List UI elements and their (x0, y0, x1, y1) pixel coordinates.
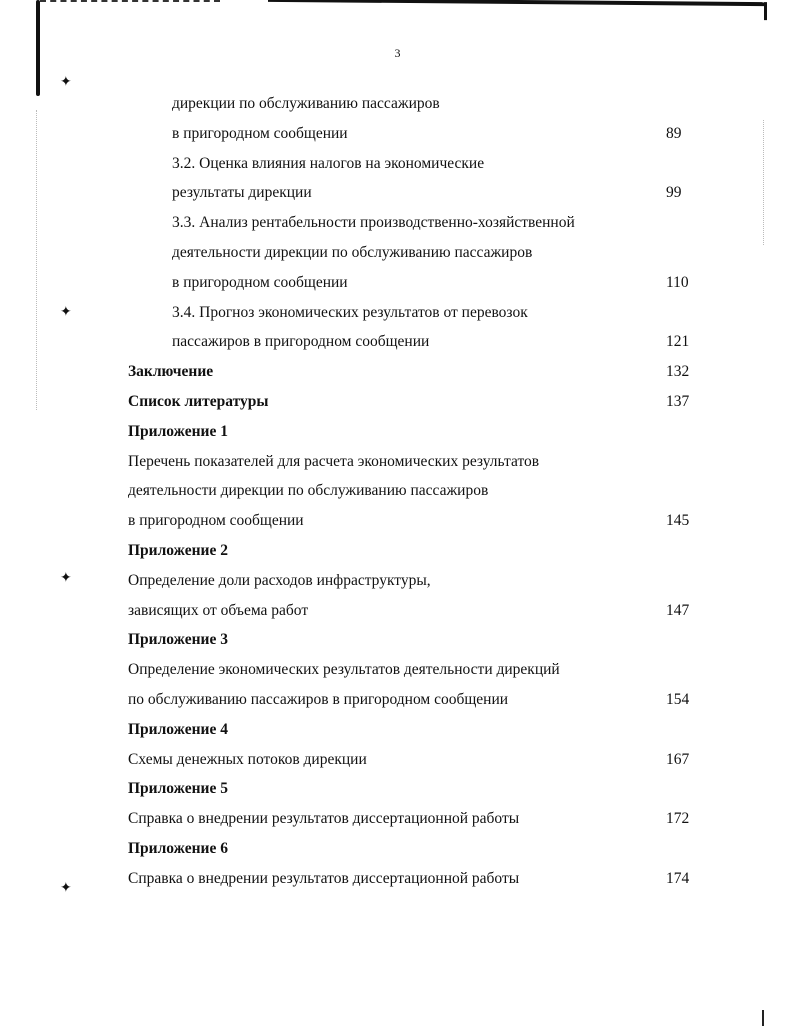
toc-entry (0, 506, 795, 536)
toc-entry-text: пассажиров в пригородном сообщении (172, 333, 430, 351)
toc-heading (0, 417, 795, 447)
toc-entry (0, 596, 795, 626)
toc-entry-text: Справка о внедрении результатов диссертационной работы (128, 810, 520, 828)
toc-entry-text: Схемы денежных потоков дирекции (128, 750, 367, 768)
toc-entry-text: 3.2. Оценка влияния налогов на экономические (172, 154, 485, 172)
toc-page-number: 110 (666, 273, 689, 291)
toc-entry-text: в пригородном сообщении (172, 273, 348, 291)
toc-entry (0, 268, 795, 298)
toc-page-number: 145 (666, 512, 690, 530)
toc-entry (0, 447, 795, 477)
toc-entry (0, 745, 795, 775)
binder-hole-icon: ✦ (60, 571, 72, 586)
toc-page-number: 89 (666, 124, 682, 142)
scan-right-mark (762, 1010, 764, 1026)
toc-entry (0, 804, 795, 834)
toc-entry-text: Перечень показателей для расчета экономических результатов (128, 452, 540, 470)
toc-entry-text: результаты дирекции (172, 184, 312, 202)
toc-entry (0, 178, 795, 208)
toc-entry-text: Приложение 1 (128, 422, 228, 440)
toc-heading (0, 387, 795, 417)
toc-page-number: 154 (666, 690, 690, 708)
toc-heading (0, 834, 795, 864)
toc-heading (0, 536, 795, 566)
toc-entry (0, 476, 795, 506)
toc-entry (0, 298, 795, 328)
toc-entry-text: Приложение 3 (128, 631, 228, 649)
toc-entry-text: в пригородном сообщении (128, 512, 304, 530)
toc-entry-text: деятельности дирекции по обслуживанию пассажиров (172, 243, 533, 261)
toc-entry-text: Справка о внедрении результатов диссертационной работы (128, 869, 520, 887)
toc-entry-text: Список литературы (128, 392, 269, 410)
page-number: 3 (394, 46, 401, 60)
toc-entry-text: 3.3. Анализ рентабельности производственно-хозяйственной (172, 214, 575, 232)
toc-entry-text: Приложение 4 (128, 720, 228, 738)
toc-entry-text: Определение экономических результатов деятельности дирекций (128, 661, 560, 679)
toc-page-number: 132 (666, 363, 690, 381)
toc-page-number: 174 (666, 869, 690, 887)
binder-hole-icon: ✦ (60, 881, 72, 896)
toc-page-number: 137 (666, 392, 690, 410)
toc-heading (0, 774, 795, 804)
toc-entry-text: по обслуживанию пассажиров в пригородном сообщении (128, 690, 509, 708)
toc-heading (0, 357, 795, 387)
toc-entry (0, 655, 795, 685)
toc-entry-text: Приложение 2 (128, 541, 228, 559)
toc-entry (0, 864, 795, 894)
toc-page-number: 121 (666, 333, 690, 351)
toc-entry (0, 566, 795, 596)
toc-entry (0, 149, 795, 179)
binder-hole-icon: ✦ (60, 75, 72, 90)
toc-entry-text: Определение доли расходов инфраструктуры, (128, 571, 431, 589)
toc-entry (0, 327, 795, 357)
toc-page-number: 99 (666, 184, 682, 202)
scan-top-border (268, 0, 767, 20)
toc-entry (0, 119, 795, 149)
toc-heading (0, 715, 795, 745)
table-of-contents (0, 89, 795, 894)
toc-entry-text: дирекции по обслуживанию пассажиров (172, 95, 440, 112)
toc-entry-text: деятельности дирекции по обслуживанию пассажиров (128, 482, 489, 500)
toc-entry-text: в пригородном сообщении (172, 124, 348, 142)
toc-entry-text: зависящих от объема работ (128, 601, 309, 619)
toc-entry (0, 238, 795, 268)
toc-page-number: 172 (666, 810, 690, 828)
toc-entry (0, 89, 795, 119)
toc-entry (0, 208, 795, 238)
toc-page-number: 167 (666, 750, 690, 768)
scan-edge-dash (40, 0, 220, 4)
toc-entry-text: Заключение (128, 363, 214, 381)
toc-entry-text: 3.4. Прогноз экономических результатов от перевозок (172, 303, 528, 321)
binder-hole-icon: ✦ (60, 305, 72, 320)
toc-heading (0, 625, 795, 655)
toc-entry (0, 685, 795, 715)
toc-entry-text: Приложение 5 (128, 780, 228, 798)
toc-page-number: 147 (666, 601, 690, 619)
toc-entry-text: Приложение 6 (128, 839, 228, 857)
